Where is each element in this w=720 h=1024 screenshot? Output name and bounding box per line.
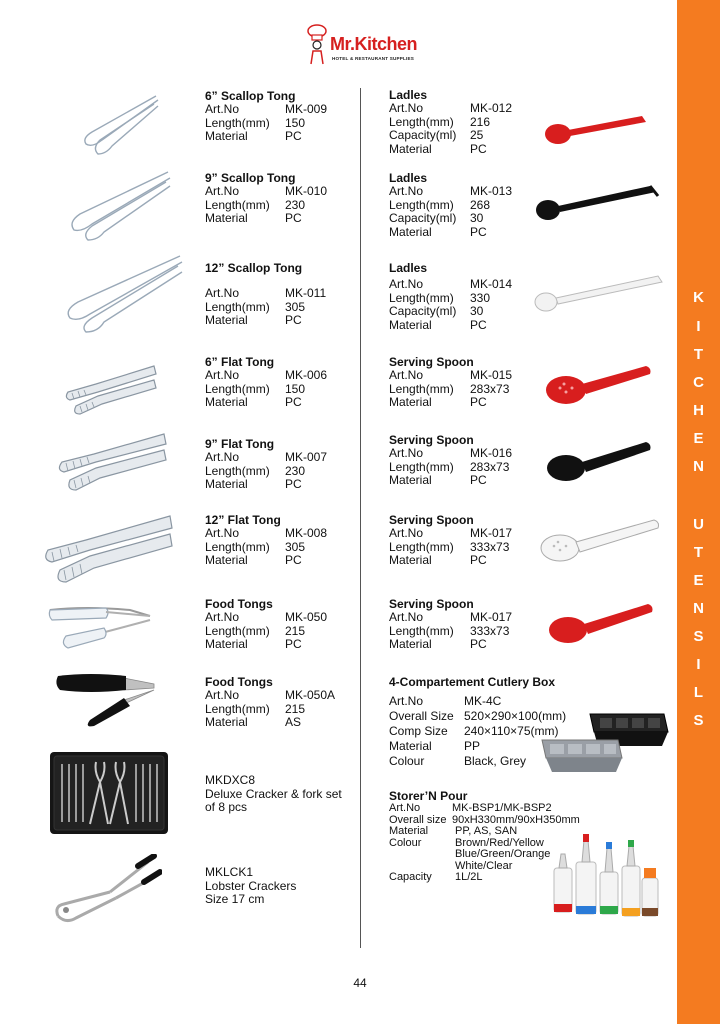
spec-label: Capacity <box>389 871 432 883</box>
side-letter: L <box>693 684 704 701</box>
side-letter: N <box>693 600 704 617</box>
side-letter: I <box>696 318 701 335</box>
spec-value: 333x73 <box>470 623 510 638</box>
product-scallop-tong-6 <box>205 90 355 144</box>
spec-value: 216 <box>470 114 491 129</box>
product-title: Serving Spoon <box>389 433 474 447</box>
spec-value: 90xH330mm/90xH350mm <box>452 813 580 826</box>
spec-label: Length(mm) <box>205 381 270 396</box>
spec-label: Capacity(ml) <box>389 211 457 225</box>
spec-label: Length(mm) <box>205 539 270 554</box>
clear-scallop-tong-image <box>66 168 172 242</box>
spec-label: Material <box>205 395 248 409</box>
spec-value: PC <box>285 477 302 491</box>
spec-value: 215 <box>285 623 306 638</box>
product-title: Serving Spoon <box>389 355 474 369</box>
spec-value: MK-010 <box>285 184 328 198</box>
product-mklck1 <box>205 866 355 907</box>
spec-label: Art.No <box>205 450 240 464</box>
product-title: Serving Spoon <box>389 513 474 527</box>
spec-value: MK-012 <box>470 101 513 115</box>
side-letter: C <box>693 374 704 391</box>
spec-label: Material <box>389 395 432 409</box>
cutlery-box-image <box>540 708 670 776</box>
spec-value: Blue/Green/Orange <box>455 848 551 860</box>
side-letter: N <box>693 458 704 475</box>
spec-value: MK-BSP1/MK-BSP2 <box>452 802 552 814</box>
spec-value: 30 <box>470 304 484 318</box>
side-letter: S <box>693 712 704 729</box>
spec-label: Art.No <box>389 526 424 540</box>
side-letter: H <box>693 402 704 419</box>
lobster-cracker-image <box>50 854 162 926</box>
red-slotted-spoon-image <box>542 360 654 408</box>
side-band <box>677 0 720 1024</box>
product-serving-spoon-mk017-clear <box>389 514 539 568</box>
product-title: Ladles <box>389 171 428 185</box>
red-serving-spoon-image <box>546 598 656 646</box>
product-description: Size 17 cm <box>205 892 265 906</box>
clear-scallop-tong-image <box>62 252 184 334</box>
product-description: Deluxe Cracker & fork set <box>205 786 342 801</box>
spec-label: Material <box>205 715 248 729</box>
spec-value: MK-008 <box>285 526 328 540</box>
spec-value: MK-013 <box>470 184 513 198</box>
spec-value: 150 <box>285 381 306 396</box>
product-serving-spoon-mk015 <box>389 356 539 410</box>
side-letter: E <box>693 572 704 589</box>
side-letter: T <box>693 544 704 561</box>
product-scallop-tong-9 <box>205 172 355 226</box>
spec-label: Art.No <box>389 184 424 198</box>
side-letter: K <box>693 289 704 306</box>
spec-value: MK-009 <box>285 102 328 116</box>
product-title: 12” Flat Tong <box>205 513 281 527</box>
product-ladle-mk014 <box>389 262 539 332</box>
spec-value: MK-014 <box>470 277 513 291</box>
page-number: 44 <box>353 976 367 990</box>
spec-value: PC <box>285 395 302 409</box>
spec-value: MK-016 <box>470 446 513 460</box>
spec-value: PC <box>470 553 487 567</box>
spec-value: MK-050A <box>285 688 336 702</box>
side-letter: T <box>693 346 704 363</box>
spec-value: PC <box>470 637 487 651</box>
spec-value: PP, AS, SAN <box>455 825 518 837</box>
spec-value: PC <box>285 211 302 225</box>
spec-value: MK-015 <box>470 368 513 382</box>
chef-hat-icon <box>306 24 328 66</box>
spec-label: Material <box>205 313 248 327</box>
spec-label: Length(mm) <box>205 701 270 716</box>
spec-label: Art.No <box>389 802 421 814</box>
spec-value: MK-4C <box>464 694 502 708</box>
cracker-fork-set-image <box>50 752 168 834</box>
product-title: Ladles <box>389 261 428 275</box>
spec-label: Material <box>389 739 432 753</box>
spec-value: 305 <box>285 539 306 554</box>
clear-food-tong-image <box>46 602 154 652</box>
spec-value: PC <box>470 317 487 332</box>
spec-label: Art.No <box>205 184 240 198</box>
spec-value: 520×290×100(mm) <box>464 709 567 723</box>
product-mkdxc8 <box>205 774 355 815</box>
spec-label: Material <box>205 477 248 491</box>
spec-value: 333x73 <box>470 539 510 554</box>
spec-label: Art.No <box>205 368 240 382</box>
spec-value: PC <box>470 141 487 156</box>
spec-label: Length(mm) <box>389 197 454 212</box>
black-ladle-image <box>534 180 662 226</box>
product-serving-spoon-mk017-red <box>389 598 539 652</box>
spec-value: 230 <box>285 197 306 212</box>
product-title: 6” Scallop Tong <box>205 89 296 103</box>
spec-value: PP <box>464 739 481 753</box>
spec-label: Art.No <box>205 286 240 300</box>
spec-value: MK-006 <box>285 368 328 382</box>
product-title: Ladles <box>389 88 428 102</box>
spec-label: Art.No <box>389 277 424 291</box>
clear-flat-tong-image <box>40 512 174 586</box>
spec-label: Length(mm) <box>389 539 454 554</box>
spec-label: Colour <box>389 754 425 768</box>
spec-label: Comp Size <box>389 724 448 738</box>
spec-label: Colour <box>389 836 422 849</box>
spec-label: Art.No <box>205 102 240 116</box>
spec-value: PC <box>285 129 302 143</box>
spec-value: MK-011 <box>285 286 327 300</box>
side-letter: U <box>693 516 704 533</box>
spec-label: Material <box>205 637 248 651</box>
spec-label: Material <box>389 317 432 332</box>
product-title: 6” Flat Tong <box>205 355 275 369</box>
spec-value: Brown/Red/Yellow <box>455 836 544 849</box>
clear-slotted-spoon-image <box>538 514 662 564</box>
spec-value: 25 <box>470 128 484 142</box>
product-description: Lobster Crackers <box>205 878 297 893</box>
product-title: 9” Flat Tong <box>205 437 275 451</box>
product-description: of 8 pcs <box>205 800 248 814</box>
spec-label: Art.No <box>389 368 424 382</box>
spec-value: MK-017 <box>470 526 513 540</box>
spec-label: Length(mm) <box>205 299 270 314</box>
spec-label: Material <box>389 553 432 567</box>
spec-value: 230 <box>285 463 306 478</box>
spec-label: Length(mm) <box>389 381 454 396</box>
spec-label: Art.No <box>389 694 424 708</box>
product-title: Food Tongs <box>205 597 273 611</box>
spec-label: Material <box>389 825 429 837</box>
spec-label: Length(mm) <box>205 115 270 130</box>
spec-value: PC <box>285 637 302 651</box>
spec-label: Length(mm) <box>205 197 270 212</box>
spec-label: Length(mm) <box>205 463 270 478</box>
side-letter: E <box>693 430 704 447</box>
clear-flat-tong-image <box>62 362 158 418</box>
clear-flat-tong-image <box>54 430 168 494</box>
product-code: MKLCK1 <box>205 865 254 879</box>
spec-label: Material <box>205 211 248 225</box>
spec-value: PC <box>470 395 487 409</box>
product-title: 4-Compartement Cutlery Box <box>389 675 556 689</box>
product-serving-spoon-mk016 <box>389 434 539 488</box>
side-letter: I <box>696 656 701 673</box>
product-food-tongs-pc <box>205 598 355 652</box>
product-flat-tong-12 <box>205 514 355 568</box>
spec-value: 30 <box>470 211 484 225</box>
spec-value: 283x73 <box>470 381 510 396</box>
product-code: MKDXC8 <box>205 773 256 787</box>
spec-value: PC <box>470 224 487 239</box>
product-title: Storer’N Pour <box>389 789 468 803</box>
spec-label: Art.No <box>389 446 424 460</box>
spec-value: 1L/2L <box>455 871 483 883</box>
product-flat-tong-9 <box>205 438 355 492</box>
spec-label: Art.No <box>389 610 424 624</box>
spec-label: Length(mm) <box>205 623 270 638</box>
spec-label: Material <box>205 129 248 143</box>
clear-scallop-tong-image <box>78 92 162 156</box>
spec-label: Length(mm) <box>389 459 454 474</box>
product-food-tongs-as <box>205 676 355 730</box>
red-ladle-image <box>542 108 650 154</box>
product-scallop-tong-12 <box>205 262 355 328</box>
spec-label: Art.No <box>389 101 424 115</box>
spec-value: AS <box>285 715 302 729</box>
black-food-tong-image <box>54 670 158 730</box>
spec-label: Material <box>205 553 248 567</box>
spec-value: White/Clear <box>455 859 513 872</box>
spec-value: 240×110×75(mm) <box>464 724 559 738</box>
spec-label: Material <box>389 473 432 487</box>
white-ladle-image <box>532 270 666 316</box>
product-title: Food Tongs <box>205 675 273 689</box>
spec-value: PC <box>285 313 302 327</box>
product-title: Serving Spoon <box>389 597 474 611</box>
brand-name: Mr.Kitchen <box>330 34 418 54</box>
brand-tagline: HOTEL & RESTAURANT SUPPLIES <box>332 56 415 61</box>
spec-value: 150 <box>285 115 306 130</box>
spec-label: Capacity(ml) <box>389 304 457 318</box>
spec-value: PC <box>470 473 487 487</box>
spec-label: Length(mm) <box>389 623 454 638</box>
spec-label: Length(mm) <box>389 114 454 129</box>
spec-value: 330 <box>470 290 491 305</box>
spec-value: 215 <box>285 701 306 716</box>
storer-pour-bottles-image <box>552 832 664 926</box>
black-serving-spoon-image <box>544 436 654 484</box>
spec-label: Art.No <box>205 526 240 540</box>
spec-value: Black, Grey <box>464 754 527 768</box>
product-title: 9” Scallop Tong <box>205 171 296 185</box>
spec-label: Art.No <box>205 688 240 702</box>
spec-value: 305 <box>285 299 306 314</box>
spec-label: Material <box>389 141 432 156</box>
spec-value: MK-017 <box>470 610 513 624</box>
product-title: 12” Scallop Tong <box>205 261 303 275</box>
spec-label: Art.No <box>205 610 240 624</box>
spec-label: Overall size <box>389 813 447 826</box>
spec-label: Overall Size <box>389 709 454 723</box>
spec-value: MK-007 <box>285 450 328 464</box>
brand-logo <box>306 24 426 72</box>
product-ladle-mk013 <box>389 172 539 239</box>
spec-value: 283x73 <box>470 459 510 474</box>
spec-label: Length(mm) <box>389 290 454 305</box>
column-divider <box>360 88 361 948</box>
product-flat-tong-6 <box>205 356 355 410</box>
product-ladle-mk012 <box>389 89 539 156</box>
side-letter: S <box>693 628 704 645</box>
spec-label: Material <box>389 637 432 651</box>
spec-value: 268 <box>470 197 491 212</box>
spec-value: PC <box>285 553 302 567</box>
spec-label: Material <box>389 224 432 239</box>
spec-value: MK-050 <box>285 610 328 624</box>
spec-label: Capacity(ml) <box>389 128 457 142</box>
